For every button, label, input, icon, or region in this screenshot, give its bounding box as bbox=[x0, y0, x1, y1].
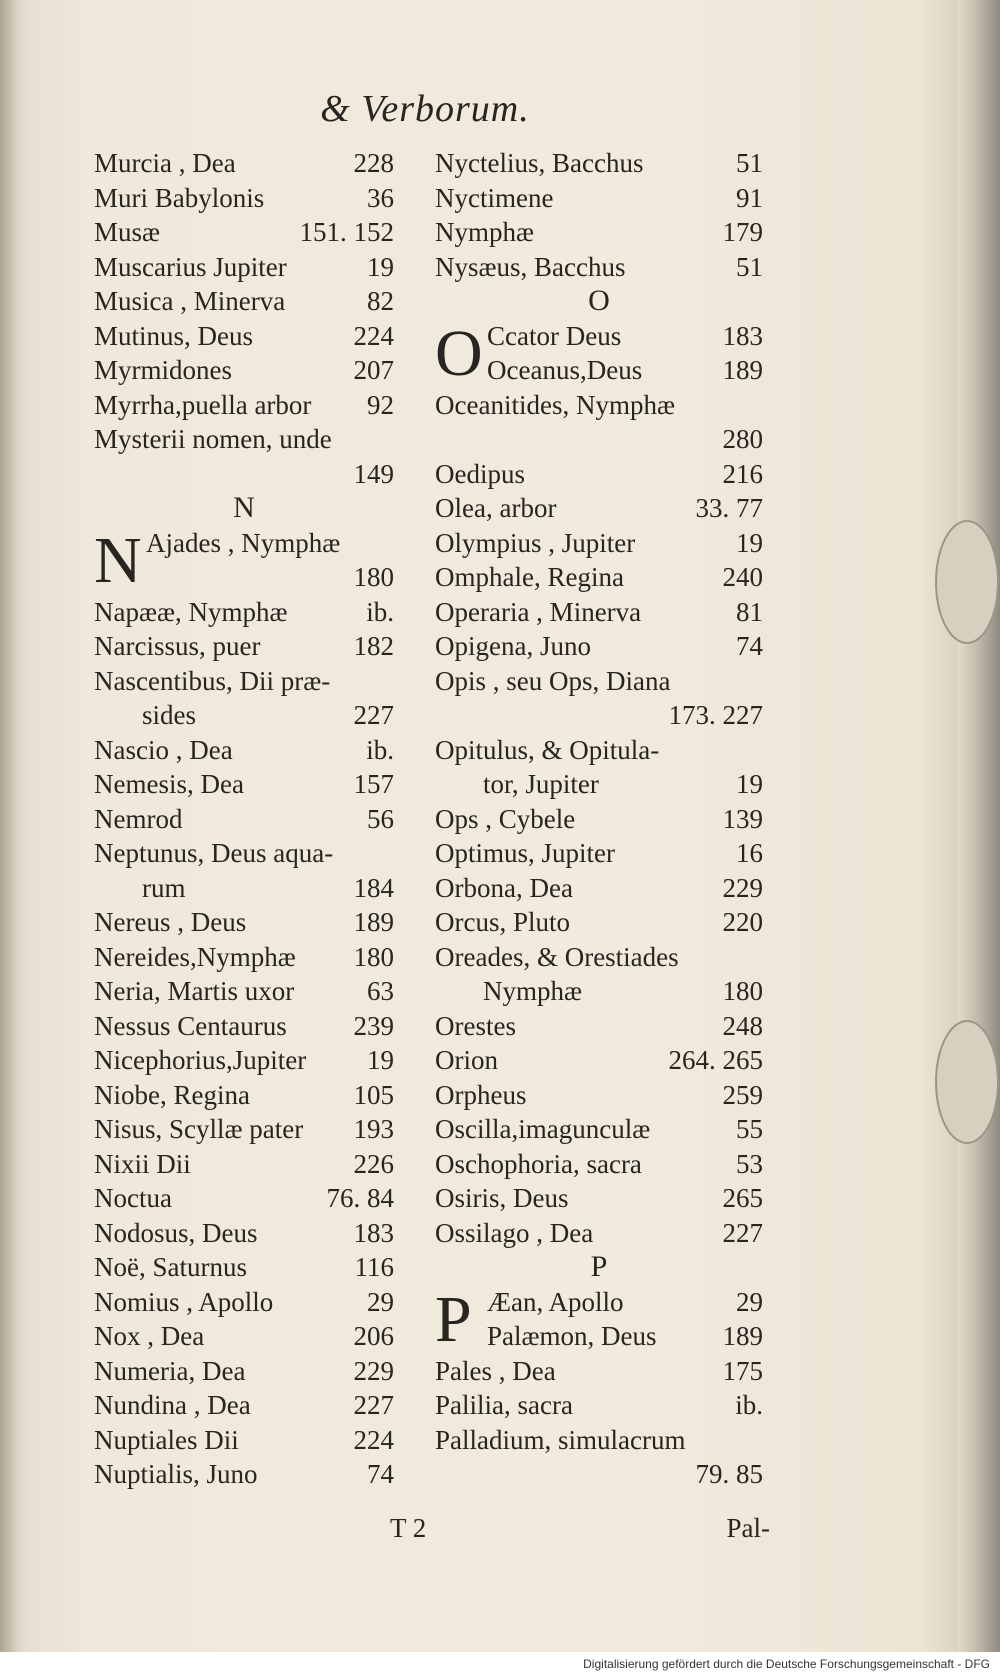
entry-page: 180 bbox=[353, 562, 394, 592]
entry-term: Nascio , Dea bbox=[94, 734, 233, 765]
section-letter-o: O bbox=[588, 284, 610, 317]
right-entries-p bbox=[435, 1354, 763, 1492]
entry-term: Mysterii nomen, unde bbox=[94, 424, 332, 454]
entry-term: Mutinus, Deus bbox=[94, 320, 254, 351]
entry-page: 183 bbox=[722, 320, 763, 351]
entry-page: 184 bbox=[353, 872, 394, 903]
entry-term: Optimus, Jupiter bbox=[435, 838, 615, 868]
entry-page: 227 bbox=[353, 700, 394, 730]
index-entry bbox=[435, 664, 763, 699]
entry-term: Pales , Dea bbox=[435, 1355, 556, 1386]
entry-page: 63 bbox=[367, 976, 394, 1006]
book-clasp-lower bbox=[935, 1020, 999, 1144]
entry-page: 193 bbox=[353, 1114, 394, 1144]
entry-page: ib. bbox=[366, 596, 394, 627]
entry-page: 91 bbox=[736, 182, 763, 213]
entry-term: Nymphæ bbox=[483, 976, 583, 1006]
dropcap-letter: P bbox=[435, 1282, 472, 1356]
entry-page: 92 bbox=[367, 389, 394, 420]
entry-page: ib. bbox=[735, 1390, 763, 1420]
entry-term: Nomius , Apollo bbox=[94, 1286, 274, 1317]
entry-term: Palilia, sacra bbox=[435, 1390, 573, 1420]
index-entry bbox=[94, 388, 394, 423]
entry-term: Nixii Dii bbox=[94, 1148, 191, 1179]
entry-term: Nysæus, Bacchus bbox=[435, 251, 626, 282]
entry-page: ib. bbox=[366, 734, 394, 765]
dropcap-letter: N bbox=[94, 523, 142, 597]
index-entry bbox=[94, 940, 394, 975]
index-entry bbox=[435, 1181, 763, 1216]
index-entry bbox=[435, 1354, 763, 1389]
entry-term: Operaria , Minerva bbox=[435, 596, 642, 627]
right-column bbox=[435, 146, 763, 1492]
index-entry bbox=[94, 181, 394, 216]
index-entry bbox=[94, 1147, 394, 1182]
entry-term: Ossilago , Dea bbox=[435, 1217, 594, 1248]
entry-term: Musica , Minerva bbox=[94, 286, 286, 316]
index-entry bbox=[435, 146, 763, 181]
index-entry bbox=[94, 422, 394, 457]
index-entry bbox=[94, 215, 394, 250]
entry-term: Nisus, Scyllæ pater bbox=[94, 1114, 304, 1144]
entry-term: Orpheus bbox=[435, 1079, 527, 1110]
entry-term: Oedipus bbox=[435, 458, 525, 489]
left-entries-n bbox=[94, 595, 394, 1492]
index-entry bbox=[94, 250, 394, 285]
entry-page: 116 bbox=[354, 1252, 394, 1282]
entry-term: Opis , seu Ops, Diana bbox=[435, 665, 671, 696]
entry-page: 105 bbox=[353, 1079, 394, 1110]
book-fore-edge bbox=[958, 0, 1000, 1652]
entry-page: 51 bbox=[736, 148, 763, 178]
index-entry bbox=[435, 1388, 763, 1423]
dropcap-entry-o bbox=[435, 316, 763, 390]
entry-page: 19 bbox=[736, 769, 763, 799]
entry-term: Olea, arbor bbox=[435, 493, 557, 523]
index-entry bbox=[435, 1078, 763, 1113]
index-entry bbox=[435, 595, 763, 630]
entry-term: Orion bbox=[435, 1045, 498, 1075]
credit-text: Digitalisierung gefördert durch die Deutsche Forschungsgemeinschaft - DFG bbox=[583, 1657, 990, 1671]
entry-term: Noë, Saturnus bbox=[94, 1252, 247, 1282]
entry-term: Ccator Deus bbox=[487, 320, 622, 351]
index-entry bbox=[435, 698, 763, 733]
left-column bbox=[94, 146, 394, 1492]
entry-term: Nereus , Deus bbox=[94, 907, 247, 937]
entry-page: 189 bbox=[722, 355, 763, 385]
entry-page: 149 bbox=[353, 458, 394, 489]
entry-term: rum bbox=[142, 872, 186, 903]
entry-page: 229 bbox=[722, 872, 763, 903]
index-entry bbox=[94, 905, 394, 940]
entry-page: 224 bbox=[353, 320, 394, 351]
entry-page: 56 bbox=[367, 803, 394, 834]
entry-page: 220 bbox=[722, 907, 763, 937]
entry-term: Nundina , Dea bbox=[94, 1390, 251, 1420]
index-entry bbox=[435, 733, 763, 768]
entry-page: 189 bbox=[353, 907, 394, 937]
index-entry bbox=[435, 422, 763, 457]
index-entry bbox=[94, 1009, 394, 1044]
index-entry bbox=[94, 698, 394, 733]
index-entry bbox=[435, 1457, 763, 1492]
entry-page: 175 bbox=[722, 1355, 763, 1386]
entry-page: 36 bbox=[367, 182, 394, 213]
index-entry bbox=[435, 388, 763, 423]
index-entry bbox=[435, 871, 763, 906]
index-entry bbox=[94, 1285, 394, 1320]
entry-term: Myrmidones bbox=[94, 355, 232, 385]
facing-page-edge bbox=[0, 0, 22, 1652]
entry-term: Osiris, Deus bbox=[435, 1183, 569, 1213]
running-header: & Verborum. bbox=[320, 88, 530, 130]
entry-term: Nuptiales Dii bbox=[94, 1424, 239, 1455]
entry-page: 183 bbox=[353, 1217, 394, 1248]
entry-page: 157 bbox=[353, 769, 394, 799]
index-entry bbox=[94, 1354, 394, 1389]
entry-term: Nyctelius, Bacchus bbox=[435, 148, 644, 178]
index-entry bbox=[435, 802, 763, 837]
index-entry bbox=[94, 1457, 394, 1492]
entry-page: 228 bbox=[353, 148, 394, 178]
entry-page: 180 bbox=[353, 941, 394, 972]
index-entry bbox=[94, 629, 394, 664]
entry-page: 79. 85 bbox=[695, 1459, 763, 1489]
index-entry bbox=[435, 1043, 763, 1078]
entry-page: 240 bbox=[722, 562, 763, 592]
index-entry bbox=[94, 353, 394, 388]
entry-term: Nascentibus, Dii præ- bbox=[94, 665, 331, 696]
index-entry bbox=[94, 974, 394, 1009]
entry-page: 227 bbox=[353, 1390, 394, 1420]
entry-page: 33. 77 bbox=[695, 493, 763, 523]
entry-term: Orestes bbox=[435, 1010, 516, 1041]
entry-page: 180 bbox=[722, 976, 763, 1006]
index-entry bbox=[435, 560, 763, 595]
index-entry bbox=[94, 1423, 394, 1458]
entry-page: 53 bbox=[736, 1148, 763, 1179]
index-entry bbox=[435, 836, 763, 871]
signature-mark: T 2 bbox=[390, 1513, 427, 1543]
entry-term: Napææ, Nymphæ bbox=[94, 596, 288, 627]
entry-page: 29 bbox=[736, 1286, 763, 1317]
entry-page: 226 bbox=[353, 1148, 394, 1179]
index-entry bbox=[435, 1147, 763, 1182]
entry-page: 227 bbox=[722, 1217, 763, 1248]
entry-page: 239 bbox=[353, 1010, 394, 1041]
index-entry bbox=[94, 1181, 394, 1216]
entry-term: Neria, Martis uxor bbox=[94, 976, 295, 1006]
left-entries-m bbox=[94, 146, 394, 491]
entry-term: Nessus Centaurus bbox=[94, 1010, 287, 1041]
index-entry bbox=[94, 1078, 394, 1113]
entry-term: Nereides,Nymphæ bbox=[94, 941, 296, 972]
entry-term: Oscilla,imagunculæ bbox=[435, 1114, 651, 1144]
entry-term: Nyctimene bbox=[435, 182, 554, 213]
entry-term: Ops , Cybele bbox=[435, 803, 576, 834]
entry-term: Muscarius Jupiter bbox=[94, 251, 287, 282]
entry-term: Narcissus, puer bbox=[94, 631, 261, 661]
entry-page: 76. 84 bbox=[326, 1183, 394, 1213]
entry-page: 74 bbox=[367, 1459, 394, 1489]
entry-term: Nodosus, Deus bbox=[94, 1217, 258, 1248]
entry-page: 82 bbox=[367, 286, 394, 316]
index-entry bbox=[94, 284, 394, 319]
index-entry bbox=[435, 526, 763, 561]
entry-page: 248 bbox=[722, 1010, 763, 1041]
entry-term: Orbona, Dea bbox=[435, 872, 573, 903]
dropcap-letter: O bbox=[435, 316, 483, 390]
index-entry bbox=[435, 767, 763, 802]
index-page bbox=[80, 80, 770, 1560]
right-entries-n bbox=[435, 146, 763, 284]
entry-page: 19 bbox=[367, 251, 394, 282]
index-entry bbox=[94, 802, 394, 837]
entry-term: Palæmon, Deus bbox=[487, 1321, 657, 1351]
entry-page: 74 bbox=[736, 631, 763, 661]
entry-term: Numeria, Dea bbox=[94, 1355, 246, 1386]
index-entry bbox=[435, 491, 763, 526]
index-entry bbox=[94, 457, 394, 492]
page-footer bbox=[80, 1510, 770, 1546]
entry-page: 51 bbox=[736, 251, 763, 282]
entry-term: Oreades, & Orestiades bbox=[435, 941, 679, 972]
entry-term: Muri Babylonis bbox=[94, 182, 265, 213]
entry-term: Niobe, Regina bbox=[94, 1079, 250, 1110]
entry-term: Nemesis, Dea bbox=[94, 769, 244, 799]
entry-term: Murcia , Dea bbox=[94, 148, 236, 178]
entry-term: Nuptialis, Juno bbox=[94, 1459, 258, 1489]
catchword: Pal- bbox=[726, 1513, 770, 1543]
entry-page: 19 bbox=[736, 527, 763, 558]
entry-term: Opigena, Juno bbox=[435, 631, 591, 661]
index-entry bbox=[94, 1388, 394, 1423]
index-entry bbox=[435, 940, 763, 975]
entry-term: Oceanitides, Nymphæ bbox=[435, 389, 675, 420]
entry-term: tor, Jupiter bbox=[483, 769, 599, 799]
entry-term: Æan, Apollo bbox=[487, 1286, 624, 1317]
entry-page: 265 bbox=[722, 1183, 763, 1213]
dropcap-entry-n bbox=[94, 523, 394, 597]
entry-page: 216 bbox=[722, 458, 763, 489]
entry-page: 264. 265 bbox=[668, 1045, 763, 1075]
index-entry bbox=[435, 1112, 763, 1147]
entry-term: Ajades , Nymphæ bbox=[146, 527, 341, 558]
index-entry bbox=[94, 664, 394, 699]
entry-page: 229 bbox=[353, 1355, 394, 1386]
index-entry bbox=[435, 1216, 763, 1251]
entry-page: 55 bbox=[736, 1114, 763, 1144]
index-entry bbox=[94, 1043, 394, 1078]
entry-term: Neptunus, Deus aqua- bbox=[94, 838, 334, 868]
entry-page: 29 bbox=[367, 1286, 394, 1317]
index-entry bbox=[94, 1216, 394, 1251]
index-entry bbox=[435, 629, 763, 664]
entry-page: 151. 152 bbox=[299, 217, 394, 247]
index-entry bbox=[94, 767, 394, 802]
index-entry bbox=[435, 1009, 763, 1044]
index-entry bbox=[435, 1423, 763, 1458]
digitization-credit bbox=[0, 1652, 1000, 1676]
entry-term: Olympius , Jupiter bbox=[435, 527, 636, 558]
index-entry bbox=[435, 974, 763, 1009]
entry-term: Oceanus,Deus bbox=[487, 355, 643, 385]
index-entry bbox=[94, 595, 394, 630]
entry-page: 280 bbox=[722, 424, 763, 454]
index-entry bbox=[94, 319, 394, 354]
index-entry bbox=[94, 836, 394, 871]
index-entry bbox=[435, 215, 763, 250]
index-entry bbox=[435, 181, 763, 216]
section-letter-p: P bbox=[590, 1250, 608, 1283]
index-entry bbox=[94, 871, 394, 906]
index-entry bbox=[94, 733, 394, 768]
entry-page: 173. 227 bbox=[668, 700, 763, 730]
entry-term: Nemrod bbox=[94, 803, 183, 834]
entry-term: Nymphæ bbox=[435, 217, 535, 247]
entry-page: 179 bbox=[722, 217, 763, 247]
entry-term: Omphale, Regina bbox=[435, 562, 624, 592]
entry-page: 16 bbox=[736, 838, 763, 868]
entry-term: Oschophoria, sacra bbox=[435, 1148, 642, 1179]
index-entry bbox=[94, 1250, 394, 1285]
entry-page: 19 bbox=[367, 1045, 394, 1075]
entry-page: 189 bbox=[722, 1321, 763, 1351]
index-entry bbox=[435, 457, 763, 492]
entry-page: 259 bbox=[722, 1079, 763, 1110]
index-entry bbox=[435, 250, 763, 285]
entry-page: 206 bbox=[353, 1321, 394, 1351]
entry-term: sides bbox=[142, 700, 196, 730]
entry-page: 182 bbox=[353, 631, 394, 661]
book-clasp-upper bbox=[935, 520, 999, 644]
entry-term: Myrrha,puella arbor bbox=[94, 389, 312, 420]
entry-term: Palladium, simulacrum bbox=[435, 1424, 686, 1455]
entry-term: Opitulus, & Opitula- bbox=[435, 734, 660, 765]
index-entry bbox=[94, 146, 394, 181]
index-entry bbox=[94, 1112, 394, 1147]
entry-term: Nox , Dea bbox=[94, 1321, 205, 1351]
entry-page: 207 bbox=[353, 355, 394, 385]
section-letter-n: N bbox=[233, 491, 255, 524]
entry-page: 139 bbox=[722, 803, 763, 834]
right-entries-o bbox=[435, 388, 763, 1251]
entry-page: 81 bbox=[736, 596, 763, 627]
entry-page: 224 bbox=[353, 1424, 394, 1455]
entry-term: Orcus, Pluto bbox=[435, 907, 570, 937]
entry-term: Nicephorius,Jupiter bbox=[94, 1045, 307, 1075]
entry-term: Musæ bbox=[94, 217, 161, 247]
index-entry bbox=[435, 905, 763, 940]
dropcap-entry-p bbox=[435, 1282, 763, 1356]
entry-term: Noctua bbox=[94, 1183, 172, 1213]
index-entry bbox=[94, 1319, 394, 1354]
